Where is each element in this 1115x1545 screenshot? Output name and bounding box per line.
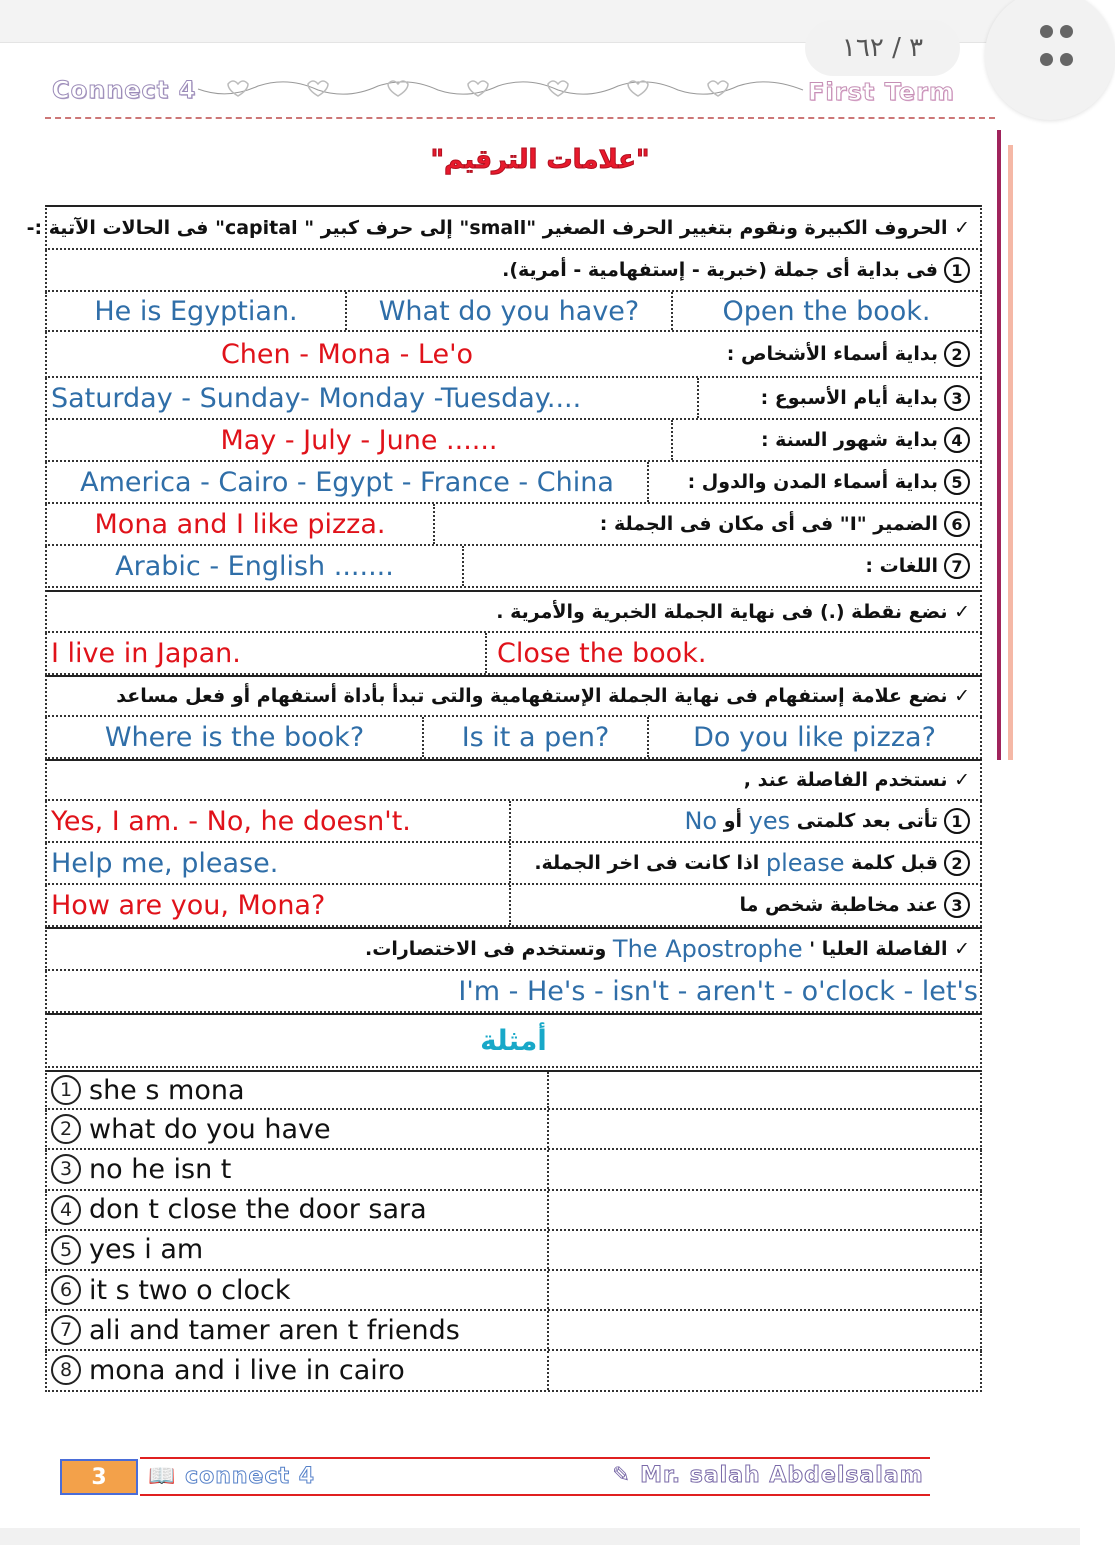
exercise-sentence (47, 1311, 547, 1349)
capital-rule-6-row (45, 504, 982, 546)
comma-heading: ✓ نستخدم الفاصلة عند , (743, 769, 970, 791)
answer-blank[interactable] (547, 1150, 980, 1188)
answer-blank[interactable] (547, 1231, 980, 1269)
exercise-sentence (47, 1072, 547, 1108)
exercise-row (45, 1070, 982, 1110)
number-3-icon: 3 (944, 385, 970, 411)
capital-rule-7-label: اللغات : (865, 555, 938, 577)
exercise-number-icon: 7 (51, 1315, 81, 1345)
examples-title-row (45, 1013, 982, 1068)
pencil-icon: ✎ (612, 1463, 632, 1488)
answer-blank[interactable] (547, 1110, 980, 1148)
page-title: "علامات الترقيم" (430, 145, 650, 175)
comma-example: Yes, I am. - No, he doesn't. (51, 805, 411, 837)
capital-rule-4-label: بداية شهور السنة : (760, 429, 938, 451)
header-right-logo: First Term (808, 78, 955, 106)
comma-rule-3 (509, 885, 980, 925)
number-3-icon: 3 (944, 892, 970, 918)
number-6-icon: 6 (944, 511, 970, 537)
exercise-sentence (47, 1231, 547, 1269)
comma-rule-3-label: عند مخاطبة شخص ما (739, 894, 938, 916)
capital-rule-2 (650, 332, 980, 376)
exercise-number-icon: 2 (51, 1114, 81, 1144)
exercise-number-icon: 4 (51, 1195, 81, 1225)
exercise-row (45, 1271, 982, 1311)
comma-rule-2-label-end: اذا كانت فى اخر الجملة. (534, 852, 760, 874)
capital-rule-2-label: بداية أسماء الأشخاص : (726, 343, 938, 365)
number-5-icon: 5 (944, 469, 970, 495)
capital-rule-3-label: بداية أيام الأسبوع : (760, 387, 938, 409)
exercise-text: ali and tamer aren t friends (89, 1314, 460, 1346)
exercise-sentence (47, 1150, 547, 1188)
capital-example: Saturday - Sunday- Monday -Tuesday.... (51, 382, 582, 414)
footer-author: Mr. salah Abdelsalam (640, 1463, 924, 1488)
answer-blank[interactable] (547, 1271, 980, 1309)
apostrophe-examples-row (45, 971, 982, 1013)
capital-rule-1-examples (45, 292, 982, 332)
number-1-icon: 1 (944, 257, 970, 283)
exercise-text: what do you have (89, 1113, 331, 1145)
grid-menu-icon[interactable] (1040, 25, 1074, 75)
capital-example: Chen - Mona - Le'o (220, 338, 474, 370)
comma-rule-2-row (45, 843, 982, 885)
apostrophe-examples: I'm - He's - isn't - aren't - o'clock - let's (458, 975, 978, 1007)
capital-rule-6 (433, 504, 980, 544)
exercise-number-icon: 1 (51, 1075, 81, 1105)
capital-rule-5-label: بداية أسماء المدن والدول : (687, 471, 938, 493)
answer-blank[interactable] (547, 1191, 980, 1229)
capital-rule-5 (647, 462, 980, 502)
viewer-bottom-bar (0, 1528, 1080, 1545)
capital-rule-3-row (45, 378, 982, 420)
footer-left-text: connect 4 (185, 1464, 316, 1489)
apostrophe-heading-label: ✓ الفاصلة العليا ' (809, 938, 970, 960)
capital-example: May - July - June ...... (220, 424, 498, 456)
answer-blank[interactable] (547, 1311, 980, 1349)
apostrophe-heading-usage: وتستخدم فى الاختصارات. (365, 938, 607, 960)
apostrophe-heading-en: The Apostrophe (612, 935, 803, 963)
footer-rule-top (140, 1457, 930, 1459)
exercise-row (45, 1311, 982, 1351)
exercise-text: it s two o clock (89, 1274, 291, 1306)
number-1-icon: 1 (944, 808, 970, 834)
question-example: Where is the book? (104, 721, 365, 753)
question-example: Is it a pen? (422, 717, 647, 757)
margin-bar-light (1008, 145, 1013, 760)
capital-rule-3 (697, 378, 980, 418)
exercise-sentence (47, 1110, 547, 1148)
question-heading: ✓ نضع علامة إستفهام فى نهاية الجملة الإستفهامية والتى تبدأ بأداة أستفهام أو فعل مساعد (116, 685, 970, 707)
comma-heading-row (45, 759, 982, 801)
exercise-row (45, 1231, 982, 1271)
exercise-sentence (47, 1351, 547, 1389)
exercise-text: mona and i live in cairo (89, 1354, 405, 1386)
comma-rule-3-row (45, 885, 982, 927)
capital-example: He is Egyptian. (94, 295, 298, 327)
exercise-text: don t close the door sara (89, 1194, 427, 1226)
answer-blank[interactable] (547, 1351, 980, 1389)
fullstop-heading-row (45, 590, 982, 633)
capital-heading-row (26, 205, 982, 250)
exercise-number-icon: 8 (51, 1355, 81, 1385)
apostrophe-heading (47, 929, 980, 969)
comma-rule-1-yes: yes (748, 807, 791, 835)
capital-rule-1-row (45, 250, 982, 292)
capital-rule-2-row (45, 332, 982, 378)
exercise-row (45, 1150, 982, 1190)
margin-bar (997, 130, 1001, 760)
number-4-icon: 4 (944, 427, 970, 453)
footer-rule-bottom (140, 1494, 930, 1496)
book-icon: 📖 (148, 1464, 177, 1489)
number-2-icon: 2 (944, 341, 970, 367)
comma-rule-1-or: أو (723, 810, 743, 832)
fullstop-example: I live in Japan. (51, 637, 241, 669)
fullstop-heading: ✓ نضع نقطة (.) فى نهاية الجملة الخبرية والأمرية . (496, 600, 970, 623)
capital-example: Arabic - English ....... (115, 550, 394, 582)
comma-rule-1-row (45, 801, 982, 843)
comma-rule-1-label: تأتى بعد كلمتى (796, 810, 938, 832)
exercise-sentence (47, 1191, 547, 1229)
capital-rule-5-row (45, 462, 982, 504)
comma-rule-1 (509, 801, 980, 841)
exercise-text: she s mona (89, 1074, 245, 1106)
exercise-number-icon: 5 (51, 1235, 81, 1265)
comma-rule-2-please: please (765, 849, 845, 877)
fullstop-examples (45, 633, 982, 675)
comma-example: How are you, Mona? (51, 889, 326, 921)
question-example: Do you like pizza? (647, 717, 980, 757)
capital-rule-6-label: الضمير "I" فى أى مكان فى الجملة : (599, 513, 938, 535)
comma-rule-1-no: No (684, 807, 718, 835)
exercise-text: no he isn t (89, 1153, 232, 1185)
exercise-row (45, 1351, 982, 1391)
exercise-number-icon: 6 (51, 1275, 81, 1305)
capital-example: Mona and I like pizza. (94, 508, 386, 540)
capital-rule-7 (462, 546, 980, 586)
comma-rule-2-label: قبل كلمة (851, 852, 938, 874)
exercise-row (45, 1191, 982, 1231)
capital-rule-1 (47, 250, 980, 290)
capital-rule-7-row (45, 546, 982, 588)
exercise-row (45, 1110, 982, 1150)
fullstop-example: Close the book. (485, 633, 980, 673)
comma-rule-2 (509, 843, 980, 883)
page-indicator: ٣ / ١٦٢ (805, 20, 960, 76)
exercise-sentence (47, 1271, 547, 1309)
exercise-number-icon: 3 (51, 1154, 81, 1184)
capital-rule-1-label: فى بداية أى جملة (خبرية - إستفهامية - أمرية). (502, 259, 938, 281)
number-2-icon: 2 (944, 850, 970, 876)
question-examples (45, 717, 982, 759)
footer-left (148, 1464, 315, 1489)
footer-right (612, 1463, 924, 1488)
capital-rule-4 (671, 420, 980, 460)
capital-example: America - Cairo - Egypt - France - China (80, 466, 614, 498)
number-7-icon: 7 (944, 553, 970, 579)
header-divider (45, 117, 995, 119)
capital-heading: ✓ الحروف الكبيرة ونقوم بتغيير الحرف الصغير "small" إلى حرف كبير " capital" فى الحالات الآتية :- (26, 216, 970, 239)
capital-rule-4-row (45, 420, 982, 462)
hearts-decoration (198, 78, 808, 100)
answer-blank[interactable] (547, 1072, 980, 1108)
capital-example: Open the book. (671, 292, 980, 330)
capital-example: What do you have? (345, 292, 671, 330)
apostrophe-heading-row (45, 927, 982, 971)
question-heading-row (45, 675, 982, 717)
exercise-text: yes i am (89, 1234, 204, 1266)
comma-example: Help me, please. (51, 847, 279, 879)
header-left-logo: Connect 4 (52, 76, 197, 104)
examples-title: أمثلة (480, 1024, 547, 1057)
footer-page-number: 3 (60, 1459, 138, 1495)
